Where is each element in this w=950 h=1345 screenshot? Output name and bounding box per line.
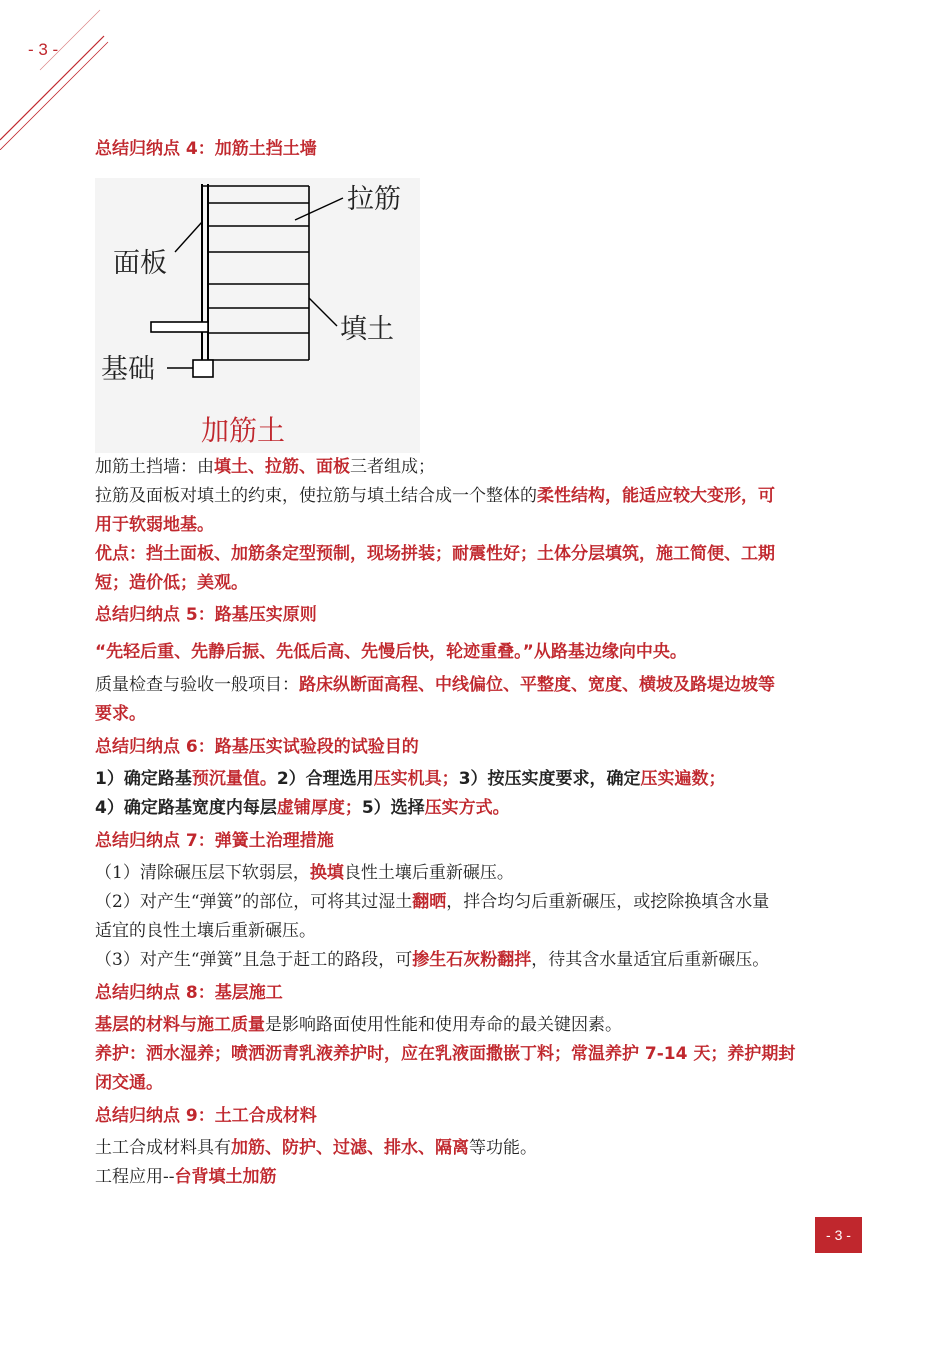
s6-line-2: 4）确定路基宽度内每层虚铺厚度；5）选择压实方式。 [95,798,510,818]
section-heading-5: 总结归纳点 5：路基压实原则 [95,605,317,625]
s4-line-5: 短；造价低；美观。 [95,573,248,593]
s5-line-1: “先轻后重、先静后振、先低后高、先慢后快，轮迹重叠。”从路基边缘向中央。 [95,642,687,662]
label-jichu: 基础 [101,354,155,385]
label-lajin: 拉筋 [347,184,401,215]
label-mianban: 面板 [113,248,167,279]
section-heading-9: 总结归纳点 9：土工合成材料 [95,1106,317,1126]
figure-caption: 加筋土 [201,414,286,447]
s4-line-1: 加筋土挡墙：由填土、拉筋、面板三者组成； [95,457,435,477]
s9-line-2: 工程应用--台背填土加筋 [95,1167,277,1187]
s4-line-4: 优点：挡土面板、加筋条定型预制，现场拼装；耐震性好；土体分层填筑，施工简便、工期 [95,544,775,564]
section-heading-4: 总结归纳点 4：加筋土挡土墙 [95,139,317,159]
reinforced-earth-diagram [95,178,420,453]
s7-line-2: （2）对产生“弹簧”的部位，可将其过湿土翻晒，拌合均匀后重新碾压，或挖除换填含水量 [95,892,770,912]
section-heading-6: 总结归纳点 6：路基压实试验段的试验目的 [95,737,419,757]
s7-line-1: （1）清除碾压层下软弱层，换填良性土壤后重新碾压。 [95,863,514,883]
s5-line-2: 质量检查与验收一般项目：路床纵断面高程、中线偏位、平整度、宽度、横坡及路堤边坡等 [95,675,775,695]
s8-line-1: 基层的材料与施工质量是影响路面使用性能和使用寿命的最关键因素。 [95,1015,622,1035]
section-heading-8: 总结归纳点 8：基层施工 [95,983,283,1003]
s8-line-3: 闭交通。 [95,1073,163,1093]
s8-line-2: 养护：洒水湿养；喷洒沥青乳液养护时，应在乳液面撒嵌丁料；常温养护 7-14 天；养护期封 [95,1044,796,1064]
s7-line-4: （3）对产生“弹簧”且急于赶工的路段，可掺生石灰粉翻拌，待其含水量适宜后重新碾压。 [95,950,770,970]
s9-line-1: 土工合成材料具有加筋、防护、过滤、排水、隔离等功能。 [95,1138,537,1158]
s6-line-1: 1）确定路基预沉量值。2）合理选用压实机具；3）按压实度要求，确定压实遍数； [95,769,726,789]
section-heading-7: 总结归纳点 7：弹簧土治理措施 [95,831,334,851]
s4-line-3: 用于软弱地基。 [95,515,214,535]
page-number-badge: - 3 - [815,1217,862,1253]
label-tiantu: 填土 [340,314,394,345]
corner-decoration [0,0,120,150]
s7-line-3: 适宜的良性土壤后重新碾压。 [95,921,316,941]
s5-line-3: 要求。 [95,704,146,724]
s4-line-2: 拉筋及面板对填土的约束，使拉筋与填土结合成一个整体的柔性结构，能适应较大变形，可 [95,486,775,506]
page-number-top: - 3 - [28,40,59,59]
